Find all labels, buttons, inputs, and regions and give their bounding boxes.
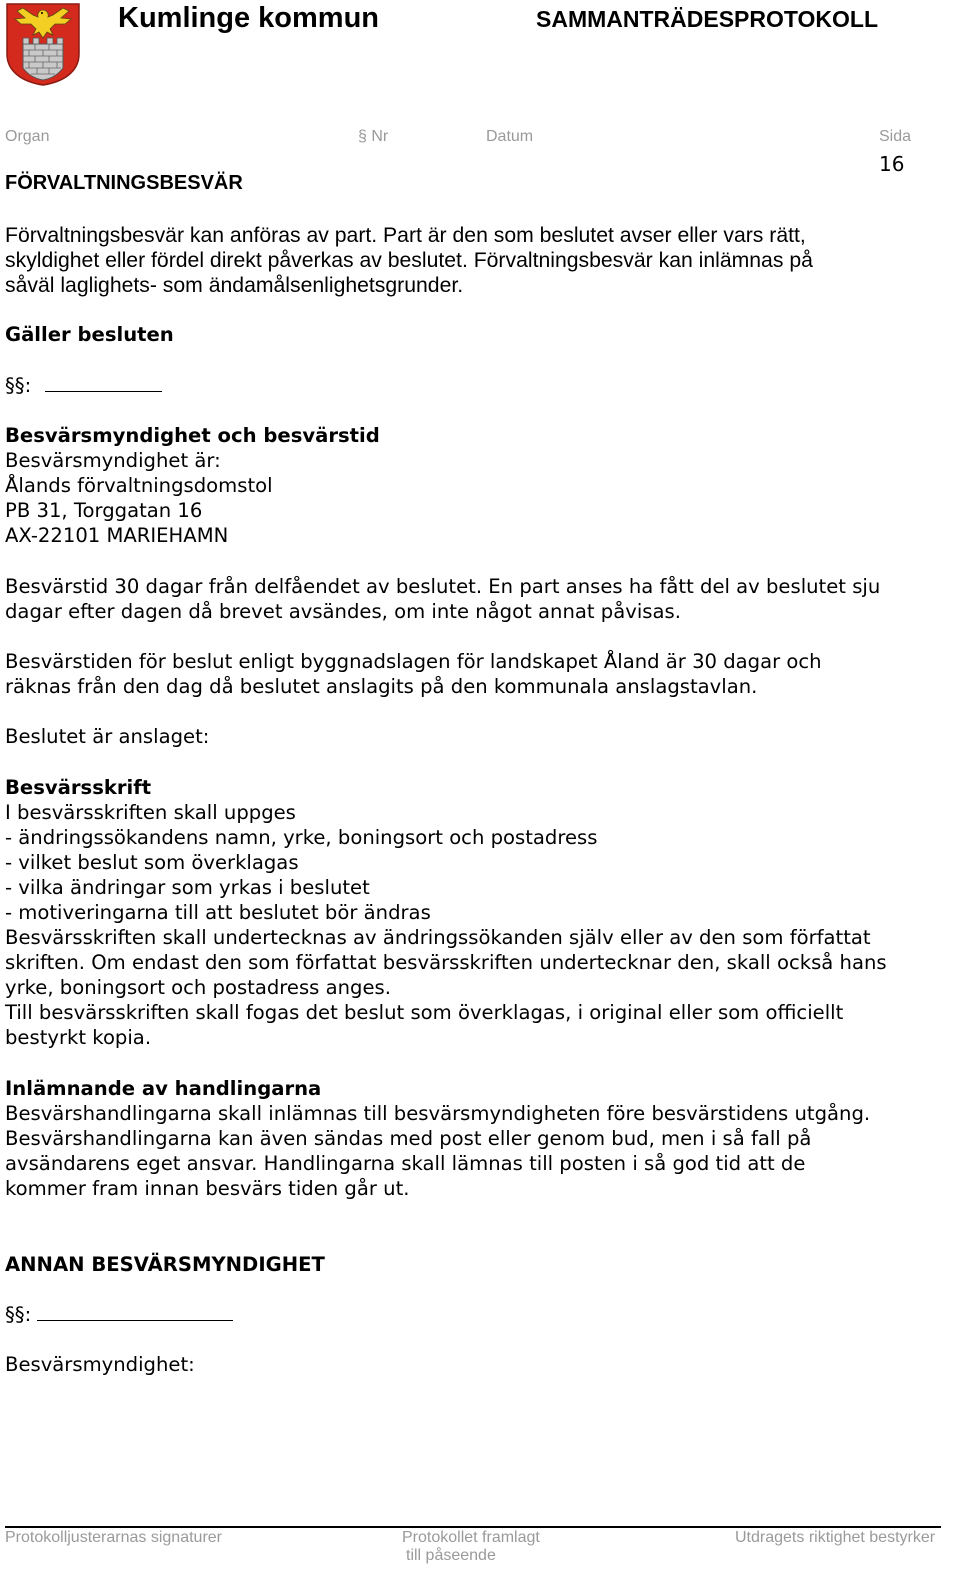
inlamnande-section	[5, 1076, 870, 1201]
besvarsskrift-line: bestyrkt kopia.	[5, 1026, 152, 1049]
municipality-coat-of-arms-logo	[5, 2, 81, 86]
besvarsskrift-line: - vilka ändringar som yrkas i beslutet	[5, 876, 370, 899]
besvarsskrift-line: - vilket beslut som överklagas	[5, 851, 299, 874]
anslaget-label: Beslutet är anslaget:	[5, 725, 210, 748]
galler-paragraph-field	[5, 373, 162, 398]
intro-line: skyldighet eller fördel direkt påverkas av beslutet. Förvaltningsbesvär kan inlämnas på	[5, 249, 813, 272]
document-type-title: SAMMANTRÄDESPROTOKOLL	[536, 6, 879, 32]
byggnadslag-line: Besvärstiden för beslut enligt byggnadslagen för landskapet Åland är 30 dagar och	[5, 650, 822, 673]
besvarsskrift-heading: Besvärsskrift	[5, 776, 152, 799]
byggnadslag-paragraph	[5, 649, 822, 699]
besvarsskrift-line: Besvärsskriften skall undertecknas av ändringssökanden själv eller av den som författat	[5, 926, 871, 949]
footer-framlagt-line: Protokollet framlagt	[402, 1529, 540, 1546]
inlamnande-line: Besvärshandlingarna skall inlämnas till besvärsmyndigheten före besvärstidens utgång.	[5, 1102, 871, 1125]
authority-heading: Besvärsmyndighet och besvärstid	[5, 424, 380, 447]
organ-label: Organ	[5, 128, 50, 145]
inlamnande-heading: Inlämnande av handlingarna	[5, 1077, 322, 1100]
authority-line: Ålands förvaltningsdomstol	[5, 474, 273, 497]
paragraph-blank-line	[45, 373, 162, 392]
footer-bestyrker-label: Utdragets riktighet bestyrker	[735, 1529, 936, 1546]
paragraph-field-label: §§:	[5, 374, 32, 397]
intro-paragraph	[5, 223, 813, 298]
municipality-name: Kumlinge kommun	[118, 2, 380, 34]
galler-besluten-heading: Gäller besluten	[5, 323, 174, 346]
inlamnande-line: avsändarens eget ansvar. Handlingarna skall lämnas till posten i så god tid att de	[5, 1152, 806, 1175]
besvarstid-line: dagar efter dagen då brevet avsändes, om inte något annat påvisas.	[5, 600, 681, 623]
authority-line: AX-22101 MARIEHAMN	[5, 524, 229, 547]
annan-besvarsmyndighet-heading: ANNAN BESVÄRSMYNDIGHET	[5, 1253, 325, 1276]
intro-line: såväl laglighets- som ändamålsenlighetsgrunder.	[5, 274, 464, 297]
besvarsskrift-line: skriften. Om endast den som författat besvärsskriften undertecknar den, skall också hans	[5, 951, 887, 974]
authority-line: Besvärsmyndighet är:	[5, 449, 221, 472]
inlamnande-line: Besvärshandlingarna kan även sändas med post eller genom bud, men i så fall på	[5, 1127, 812, 1150]
authority-section	[5, 423, 380, 548]
annan-paragraph-field	[5, 1302, 233, 1327]
inlamnande-line: kommer fram innan besvärs tiden går ut.	[5, 1177, 410, 1200]
besvarstid-paragraph	[5, 574, 880, 624]
byggnadslag-line: räknas från den dag då beslutet anslagits på den kommunala anslagstavlan.	[5, 675, 758, 698]
besvarsskrift-line: - ändringssökandens namn, yrke, boningsort och postadress	[5, 826, 598, 849]
date-label: Datum	[486, 128, 534, 145]
besvarstid-line: Besvärstid 30 dagar från delfåendet av beslutet. En part anses ha fått del av beslutet sju	[5, 575, 881, 598]
section-title: FÖRVALTNINGSBESVÄR	[5, 172, 243, 194]
page-label: Sida	[879, 128, 912, 145]
intro-line: Förvaltningsbesvär kan anföras av part. Part är den som beslutet avser eller vars rätt,	[5, 224, 806, 247]
annan-authority-label: Besvärsmyndighet:	[5, 1353, 195, 1376]
besvarsskrift-line: Till besvärsskriften skall fogas det beslut som överklagas, i original eller som officiellt	[5, 1001, 844, 1024]
besvarsskrift-line: - motiveringarna till att beslutet bör ändras	[5, 901, 431, 924]
footer-divider	[5, 1526, 941, 1528]
footer-framlagt-label	[402, 1529, 540, 1565]
footer-framlagt-line: till påseende	[406, 1547, 496, 1564]
footer-signatures-label: Protokolljusterarnas signaturer	[5, 1529, 222, 1546]
paragraph-number-label: § Nr	[358, 128, 389, 145]
authority-line: PB 31, Torggatan 16	[5, 499, 203, 522]
besvarsskrift-line: yrke, boningsort och postadress anges.	[5, 976, 391, 999]
besvarsskrift-line: I besvärsskriften skall uppges	[5, 801, 296, 824]
besvarsskrift-section	[5, 775, 887, 1050]
paragraph-field-label: §§:	[5, 1303, 32, 1326]
page-number: 16	[879, 152, 905, 176]
paragraph-blank-line	[37, 1302, 233, 1321]
